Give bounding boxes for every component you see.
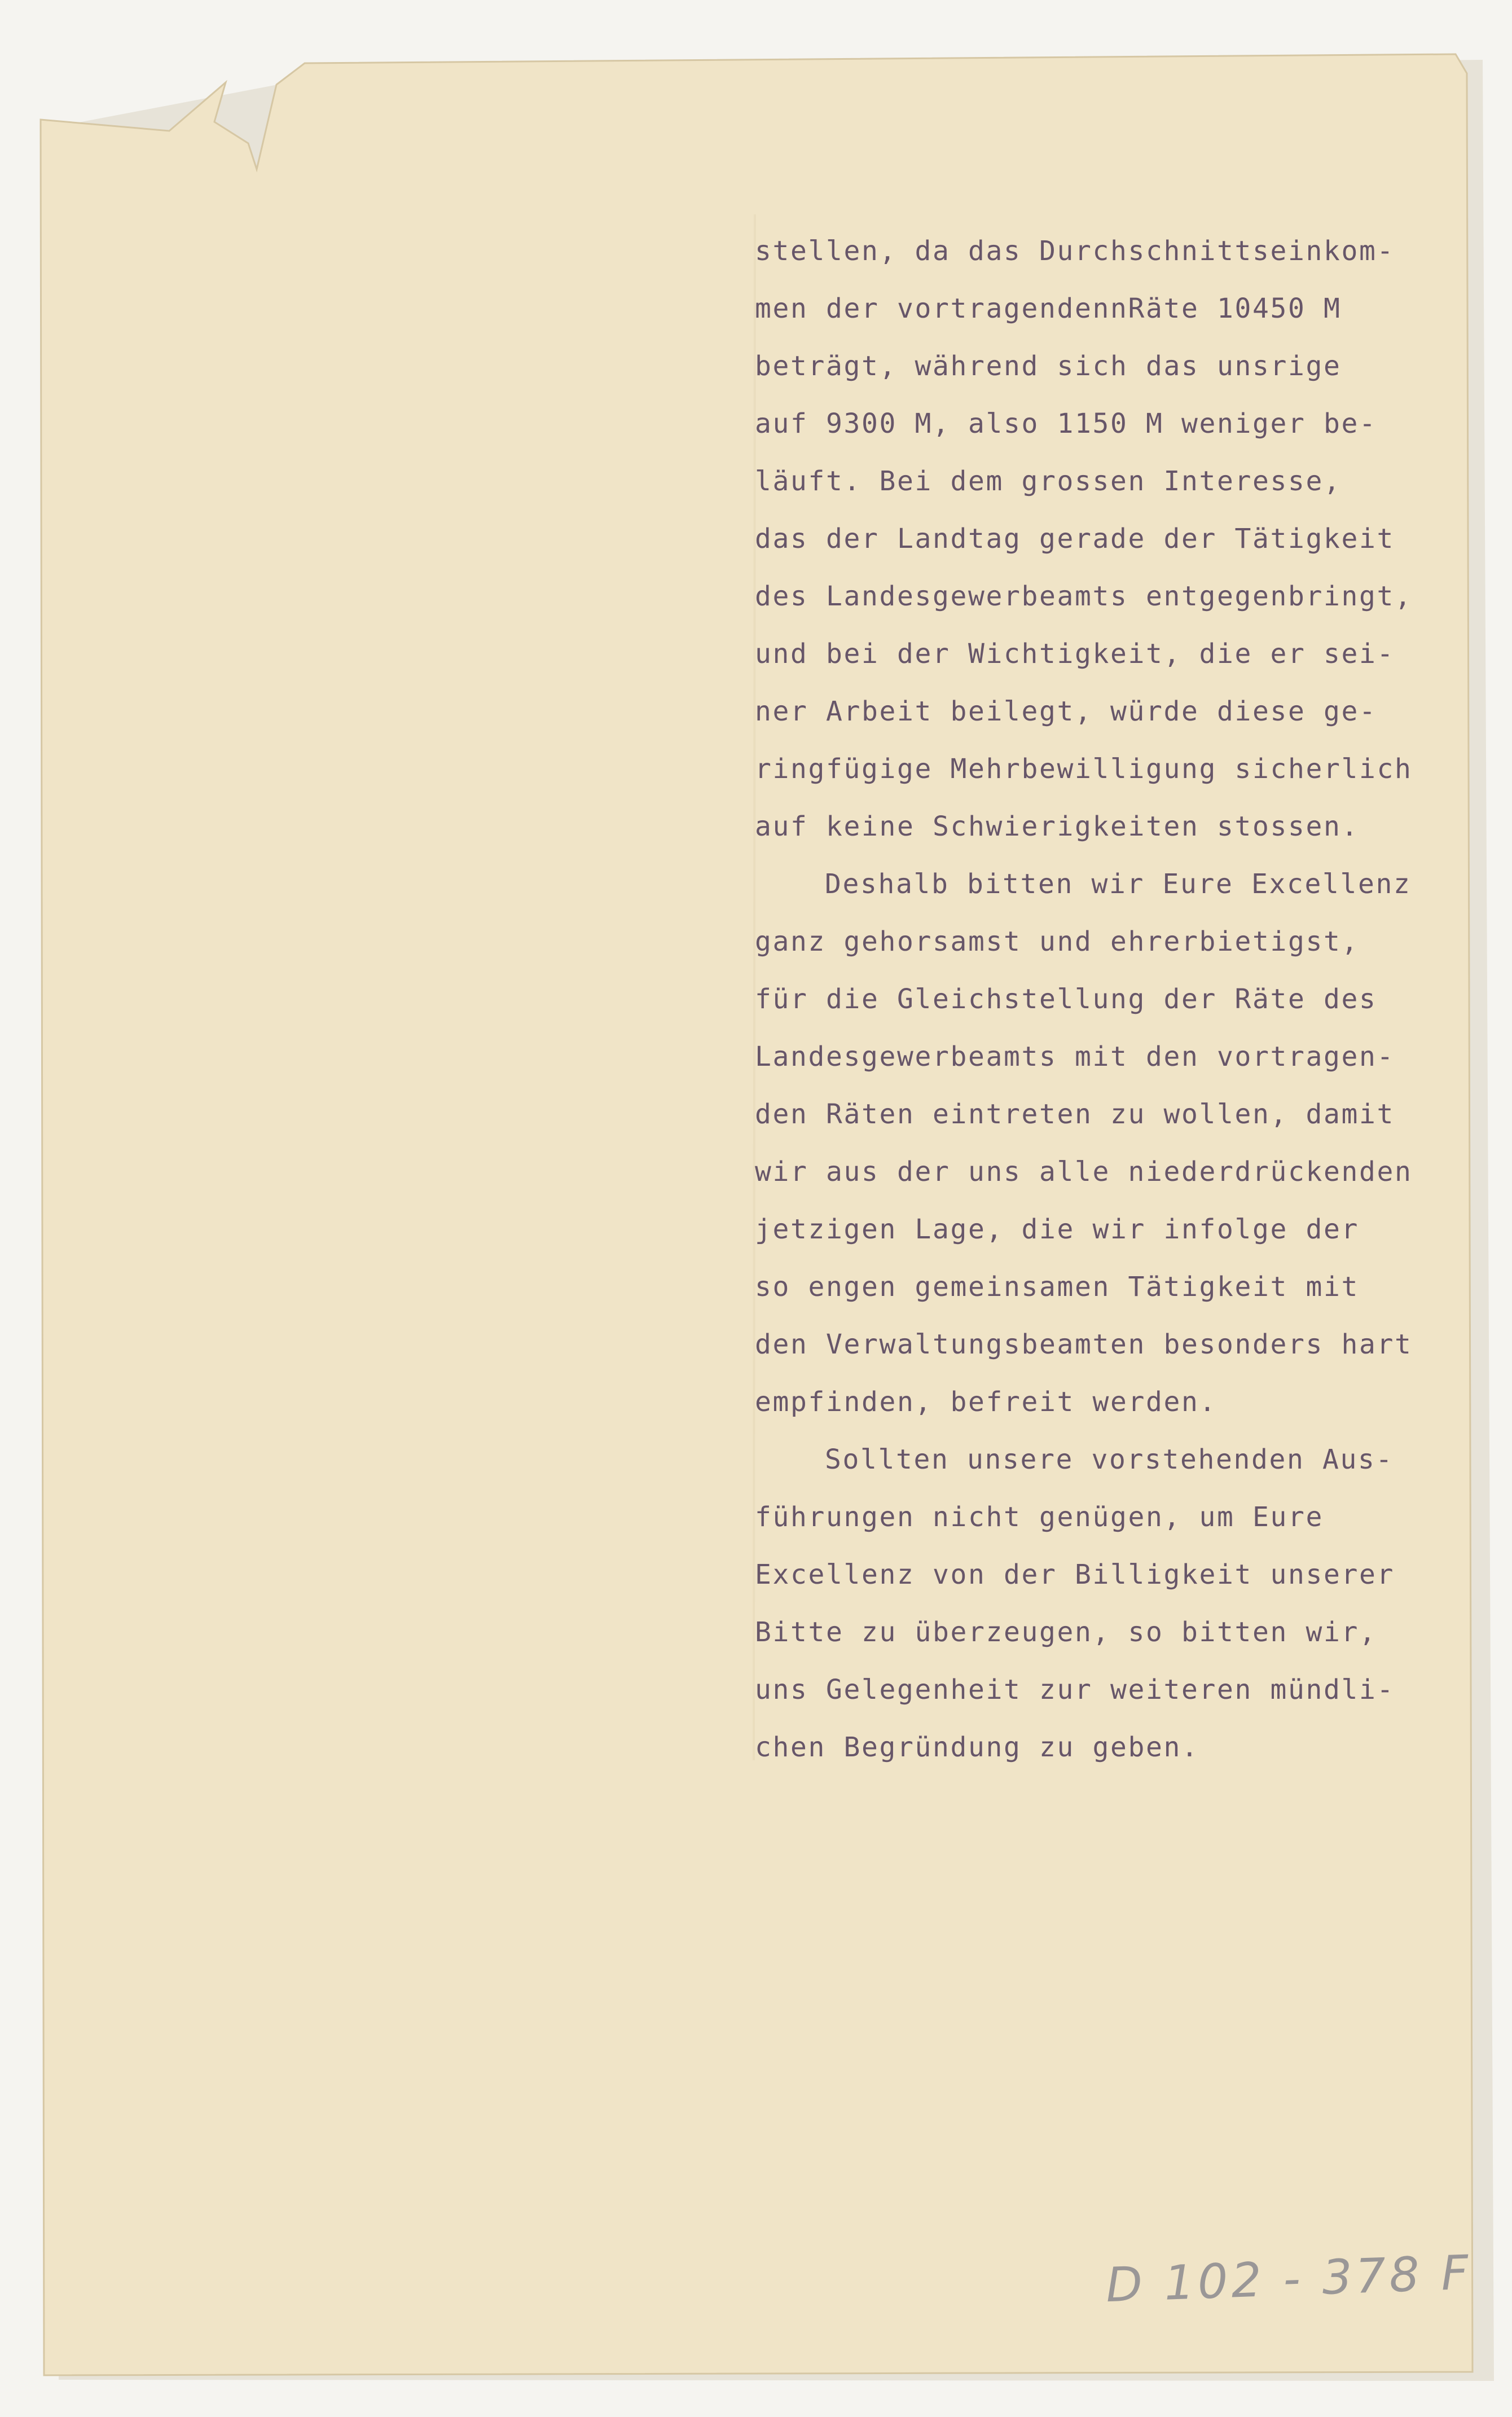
text-line: wir aus der uns alle niederdrückenden bbox=[755, 1156, 1413, 1188]
text-line: stellen, da das Durchschnittseinkom- bbox=[755, 235, 1395, 267]
typed-text-block bbox=[749, 222, 1443, 1776]
text-line: Bitte zu überzeugen, so bitten wir, bbox=[755, 1616, 1377, 1648]
text-line: beträgt, während sich das unsrige bbox=[755, 350, 1342, 382]
text-line: läuft. Bei dem grossen Interesse, bbox=[755, 465, 1342, 497]
text-line: für die Gleichstellung der Räte des bbox=[755, 983, 1377, 1015]
text-line: Deshalb bitten wir Eure Excellenz bbox=[825, 868, 1412, 900]
text-line: Landesgewerbeamts mit den vortragen- bbox=[755, 1041, 1395, 1073]
text-line: men der vortragendennRäte 10450 M bbox=[755, 293, 1342, 324]
text-line: Sollten unsere vorstehenden Aus- bbox=[825, 1444, 1394, 1475]
text-line: ringfügige Mehrbewilligung sicherlich bbox=[755, 753, 1413, 785]
text-line: auf keine Schwierigkeiten stossen. bbox=[755, 811, 1359, 842]
text-line: auf 9300 M, also 1150 M weniger be- bbox=[755, 408, 1377, 440]
text-line: ner Arbeit beilegt, würde diese ge- bbox=[755, 696, 1377, 727]
text-line: chen Begründung zu geben. bbox=[755, 1732, 1199, 1763]
text-line: empfinden, befreit werden. bbox=[755, 1386, 1217, 1418]
text-line: führungen nicht genügen, um Eure bbox=[755, 1501, 1324, 1533]
text-line: das der Landtag gerade der Tätigkeit bbox=[755, 523, 1395, 555]
archive-signature: D 102 - 378 F bbox=[1105, 2244, 1473, 2313]
text-line: des Landesgewerbeamts entgegenbringt, bbox=[755, 581, 1413, 612]
text-line: ganz gehorsamst und ehrerbietigst, bbox=[755, 926, 1359, 957]
text-line: so engen gemeinsamen Tätigkeit mit bbox=[755, 1271, 1359, 1303]
text-line: jetzigen Lage, die wir infolge der bbox=[755, 1214, 1359, 1245]
text-line: den Räten eintreten zu wollen, damit bbox=[755, 1098, 1395, 1130]
text-line: den Verwaltungsbeamten besonders hart bbox=[755, 1329, 1413, 1360]
text-line: Excellenz von der Billigkeit unserer bbox=[755, 1559, 1395, 1590]
text-line: uns Gelegenheit zur weiteren mündli- bbox=[755, 1674, 1395, 1706]
text-line: und bei der Wichtigkeit, die er sei- bbox=[755, 638, 1395, 670]
